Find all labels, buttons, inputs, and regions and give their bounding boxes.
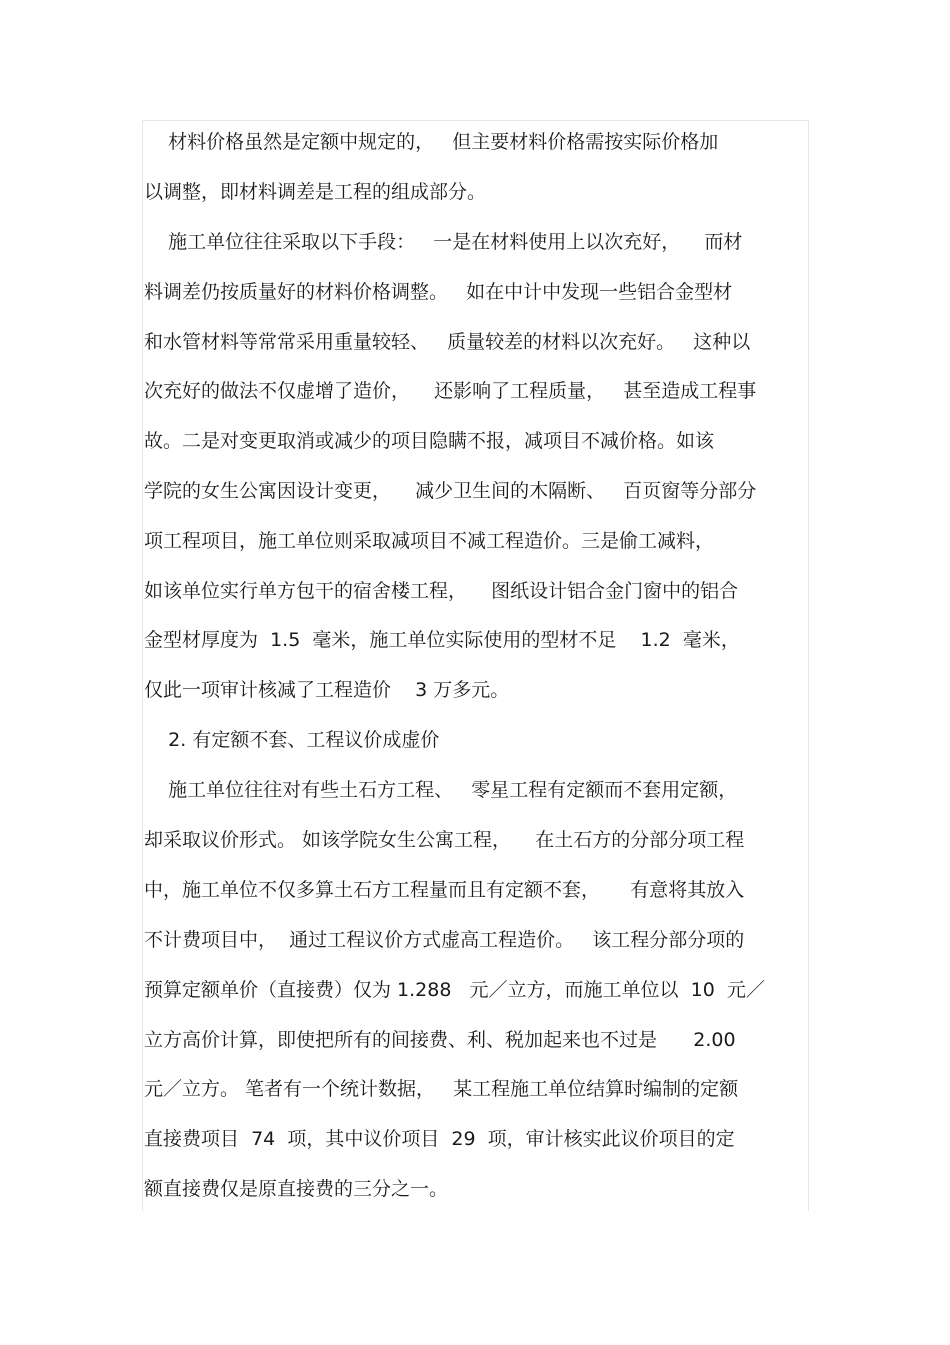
text-line: 施工单位往往对有些土石方工程、 零星工程有定额而不套用定额， [144,779,738,801]
text-line: 直接费项目 74 项，其中议价项目 29 项，审计核实此议价项目的定 [144,1128,735,1150]
text-line: 金型材厚度为 1.5 毫米，施工单位实际使用的型材不足 1.2 毫米， [144,629,740,651]
text-line: 中，施工单位不仅多算土石方工程量而且有定额不套， 有意将其放入 [144,879,745,901]
text-line: 额直接费仅是原直接费的三分之一。 [144,1178,449,1200]
text-line: 和水管材料等常常采用重量较轻、 质量较差的材料以次充好。 这种以 [144,331,751,353]
text-line: 预算定额单价（直接费）仅为 1.288 元／立方，而施工单位以 10 元／ [144,979,765,1001]
section-heading: 2. 有定额不套、工程议价成虚价 [144,729,440,751]
text-line: 如该单位实行单方包干的宿舍楼工程， 图纸设计铝合金门窗中的铝合 [144,580,739,602]
text-line: 项工程项目，施工单位则采取减项目不减工程造价。三是偷工减料， [144,530,715,552]
text-line: 施工单位往往采取以下手段： 一是在材料使用上以次充好， 而材 [144,231,743,253]
text-line: 立方高价计算，即使把所有的间接费、利、税加起来也不过是 2.00 [144,1029,736,1051]
text-line: 材料价格虽然是定额中规定的， 但主要材料价格需按实际价格加 [144,131,719,153]
text-line: 故。二是对变更取消或减少的项目隐瞒不报，减项目不减价格。如该 [144,430,715,452]
text-line: 却采取议价形式。 如该学院女生公寓工程， 在土石方的分部分项工程 [144,829,745,851]
text-line: 元／立方。 笔者有一个统计数据， 某工程施工单位结算时编制的定额 [144,1078,739,1100]
text-line: 次充好的做法不仅虚增了造价， 还影响了工程质量， 甚至造成工程事 [144,380,757,402]
text-line: 不计费项目中， 通过工程议价方式虚高工程造价。 该工程分部分项的 [144,929,745,951]
text-line: 以调整，即材料调差是工程的组成部分。 [144,181,487,203]
text-line: 学院的女生公寓因设计变更， 减少卫生间的木隔断、 百页窗等分部分 [144,480,757,502]
text-line: 仅此一项审计核减了工程造价 3 万多元。 [144,679,510,701]
text-line: 料调差仍按质量好的材料价格调整。 如在中计中发现一些铝合金型材 [144,281,733,303]
